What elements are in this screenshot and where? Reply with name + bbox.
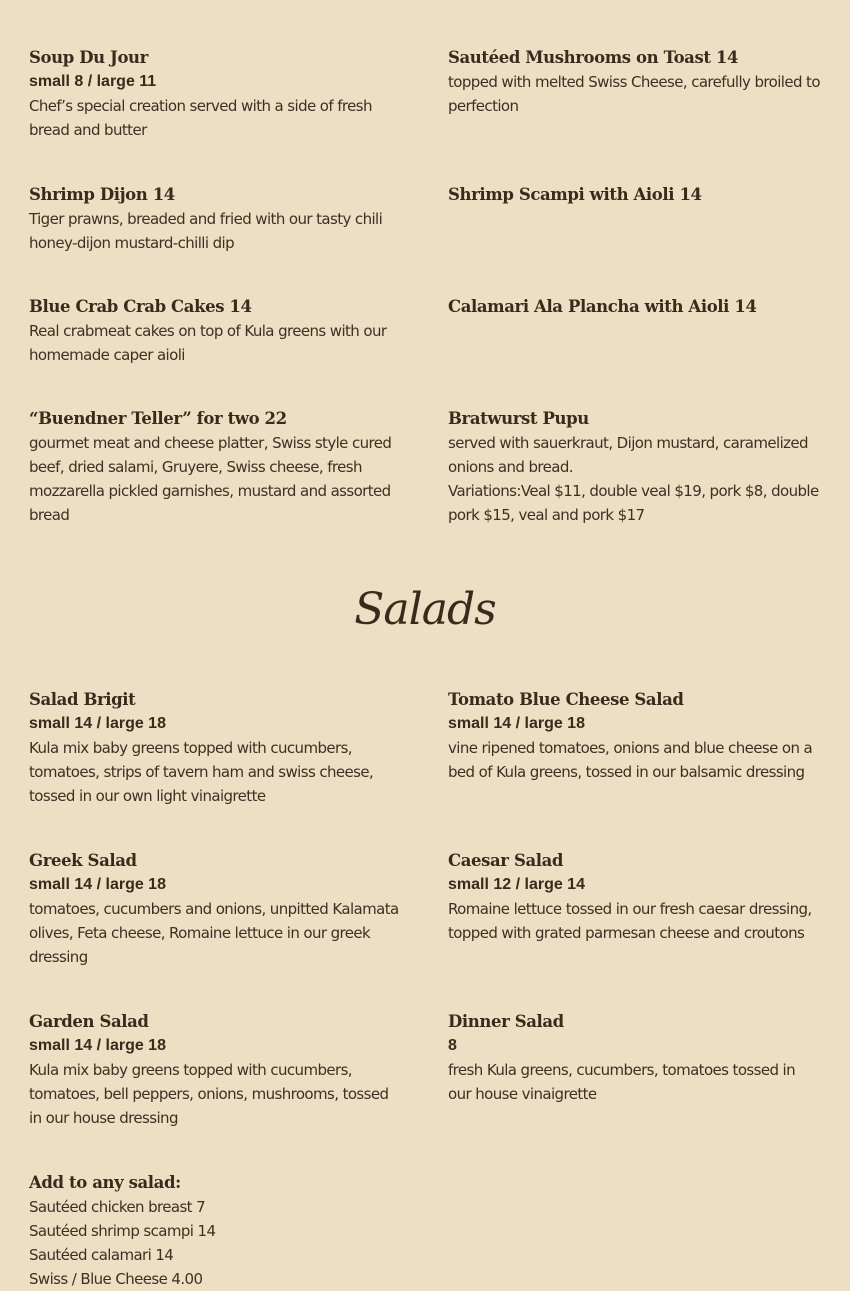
item-price: small 14 / large 18 xyxy=(29,715,166,732)
item-name: “Buendner Teller” for two 22 xyxy=(29,409,287,428)
menu-item xyxy=(448,295,757,319)
item-description: fresh Kula greens, cucumbers, tomatoes tossed in our house vinaigrette xyxy=(448,1061,796,1103)
item-name: Shrimp Dijon 14 xyxy=(29,185,175,204)
item-name: Greek Salad xyxy=(29,851,137,870)
item-variations: Variations:Veal $11, double veal $19, pork $8, double pork $15, veal and pork $17 xyxy=(448,482,819,524)
item-description: Romaine lettuce tossed in our fresh caesar dressing, topped with grated parmesan cheese and croutons xyxy=(448,900,812,942)
salad-addons xyxy=(29,1171,215,1291)
addon-item: Sautéed shrimp scampi 14 xyxy=(29,1222,216,1240)
menu-item xyxy=(29,1010,401,1130)
item-name: Caesar Salad xyxy=(448,851,564,870)
menu-item xyxy=(29,849,401,969)
item-name: Soup Du Jour xyxy=(29,48,148,67)
menu-item xyxy=(448,1010,820,1106)
item-name: Shrimp Scampi with Aioli 14 xyxy=(448,185,702,204)
menu-item xyxy=(448,849,820,945)
menu-item xyxy=(448,46,820,118)
menu-item xyxy=(29,183,401,255)
item-description: Kula mix baby greens topped with cucumbers, tomatoes, strips of tavern ham and swiss cheese, tossed in our own light vinaigrette xyxy=(29,739,374,805)
item-price: 8 xyxy=(448,1037,457,1054)
addons-title: Add to any salad: xyxy=(29,1173,181,1192)
menu-item xyxy=(29,46,401,142)
item-price: small 12 / large 14 xyxy=(448,876,585,893)
item-name: Salad Brigit xyxy=(29,690,136,709)
item-description: served with sauerkraut, Dijon mustard, caramelized onions and bread. xyxy=(448,434,808,476)
item-name: Dinner Salad xyxy=(448,1012,564,1031)
item-price: small 8 / large 11 xyxy=(29,73,157,90)
item-description: Chef’s special creation served with a side of fresh bread and butter xyxy=(29,97,372,139)
addon-item: Sautéed chicken breast 7 xyxy=(29,1198,206,1216)
menu-item xyxy=(29,407,401,527)
menu-item xyxy=(448,688,820,784)
item-price: small 14 / large 18 xyxy=(29,876,166,893)
menu-item xyxy=(448,407,820,527)
item-description: gourmet meat and cheese platter, Swiss style cured beef, dried salami, Gruyere, Swiss cheese, fresh mozzarella pickled garnishes, mustard and assorted bread xyxy=(29,434,392,524)
addon-item: Sautéed calamari 14 xyxy=(29,1246,174,1264)
item-description: Real crabmeat cakes on top of Kula greens with our homemade caper aioli xyxy=(29,322,387,364)
item-price: small 14 / large 18 xyxy=(448,715,585,732)
item-name: Bratwurst Pupu xyxy=(448,409,589,428)
addon-item: Swiss / Blue Cheese 4.00 xyxy=(29,1270,203,1288)
item-name: Blue Crab Crab Cakes 14 xyxy=(29,297,252,316)
item-name: Sautéed Mushrooms on Toast 14 xyxy=(448,48,739,67)
menu-item xyxy=(29,688,401,808)
item-description: tomatoes, cucumbers and onions, unpitted Kalamata olives, Feta cheese, Romaine lettuce in our greek dressing xyxy=(29,900,399,966)
item-name: Tomato Blue Cheese Salad xyxy=(448,690,684,709)
item-description: topped with melted Swiss Cheese, carefully broiled to perfection xyxy=(448,73,820,115)
item-price: small 14 / large 18 xyxy=(29,1037,166,1054)
item-name: Calamari Ala Plancha with Aioli 14 xyxy=(448,297,757,316)
item-description: Tiger prawns, breaded and fried with our tasty chili honey-dijon mustard-chilli dip xyxy=(29,210,383,252)
item-name: Garden Salad xyxy=(29,1012,149,1031)
item-description: Kula mix baby greens topped with cucumbers, tomatoes, bell peppers, onions, mushrooms, tossed in our house dressing xyxy=(29,1061,389,1127)
menu-item xyxy=(29,295,401,367)
menu-item xyxy=(448,183,702,207)
section-title-salads: Salads xyxy=(354,584,496,635)
item-description: vine ripened tomatoes, onions and blue cheese on a bed of Kula greens, tossed in our balsamic dressing xyxy=(448,739,813,781)
